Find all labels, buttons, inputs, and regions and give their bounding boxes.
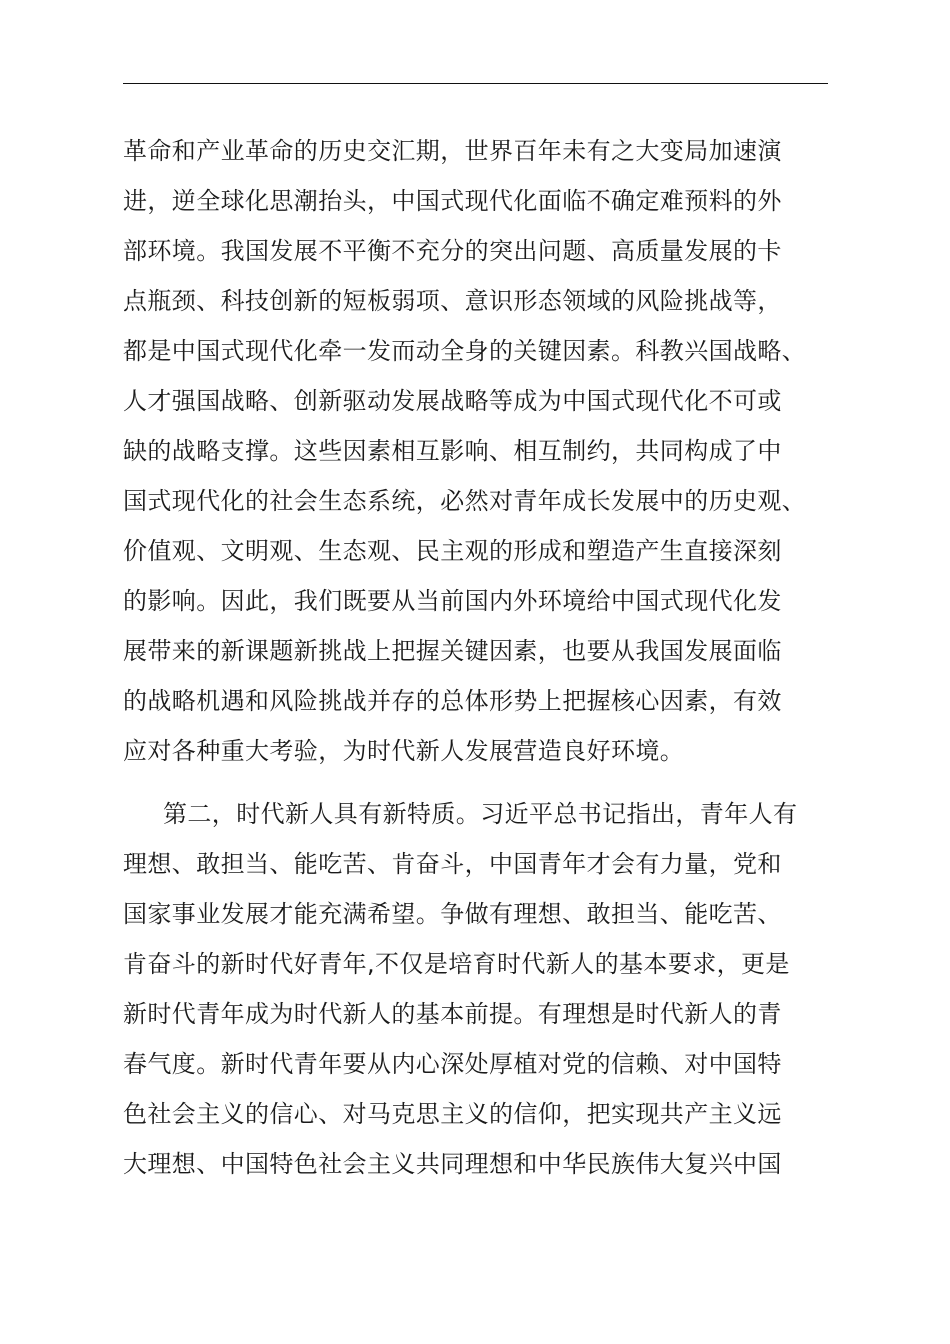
p1-line-8: 国式现代化的社会生态系统，必然对青年成长发展中的历史观、 bbox=[123, 487, 807, 515]
p1-line-10: 的影响。因此，我们既要从当前国内外环境给中国式现代化发 bbox=[123, 587, 782, 615]
p1-line-6: 人才强国战略、创新驱动发展战略等成为中国式现代化不可或 bbox=[123, 387, 782, 415]
p2-line-3: 国家事业发展才能充满希望。争做有理想、敢担当、能吃苦、 bbox=[123, 900, 782, 928]
p1-line-9: 价值观、文明观、生态观、民主观的形成和塑造产生直接深刻 bbox=[123, 537, 782, 565]
p1-line-4: 点瓶颈、科技创新的短板弱项、意识形态领域的风险挑战等， bbox=[123, 287, 782, 315]
p1-line-13: 应对各种重大考验，为时代新人发展营造良好环境。 bbox=[123, 737, 685, 765]
p2-line-4: 肯奋斗的新时代好青年,不仅是培育时代新人的基本要求，更是 bbox=[123, 950, 790, 978]
p1-line-5: 都是中国式现代化牵一发而动全身的关键因素。科教兴国战略、 bbox=[123, 337, 807, 365]
p1-line-1: 革命和产业革命的历史交汇期，世界百年未有之大变局加速演 bbox=[123, 137, 782, 165]
p1-line-11: 展带来的新课题新挑战上把握关键因素，也要从我国发展面临 bbox=[123, 637, 782, 665]
p1-line-12: 的战略机遇和风险挑战并存的总体形势上把握核心因素，有效 bbox=[123, 687, 782, 715]
header-rule bbox=[123, 83, 828, 84]
p2-line-6: 春气度。新时代青年要从内心深处厚植对党的信赖、对中国特 bbox=[123, 1050, 782, 1078]
p1-line-2: 进，逆全球化思潮抬头，中国式现代化面临不确定难预料的外 bbox=[123, 187, 782, 215]
p2-line-5: 新时代青年成为时代新人的基本前提。有理想是时代新人的青 bbox=[123, 1000, 782, 1028]
p1-line-7: 缺的战略支撑。这些因素相互影响、相互制约，共同构成了中 bbox=[123, 437, 782, 465]
p2-line-2: 理想、敢担当、能吃苦、肯奋斗，中国青年才会有力量，党和 bbox=[123, 850, 782, 878]
p2-line-1: 第二，时代新人具有新特质。习近平总书记指出，青年人有 bbox=[163, 800, 798, 828]
p2-line-8: 大理想、中国特色社会主义共同理想和中华民族伟大复兴中国 bbox=[123, 1150, 782, 1178]
p1-line-3: 部环境。我国发展不平衡不充分的突出问题、高质量发展的卡 bbox=[123, 237, 782, 265]
p2-line-7: 色社会主义的信心、对马克思主义的信仰，把实现共产主义远 bbox=[123, 1100, 782, 1128]
